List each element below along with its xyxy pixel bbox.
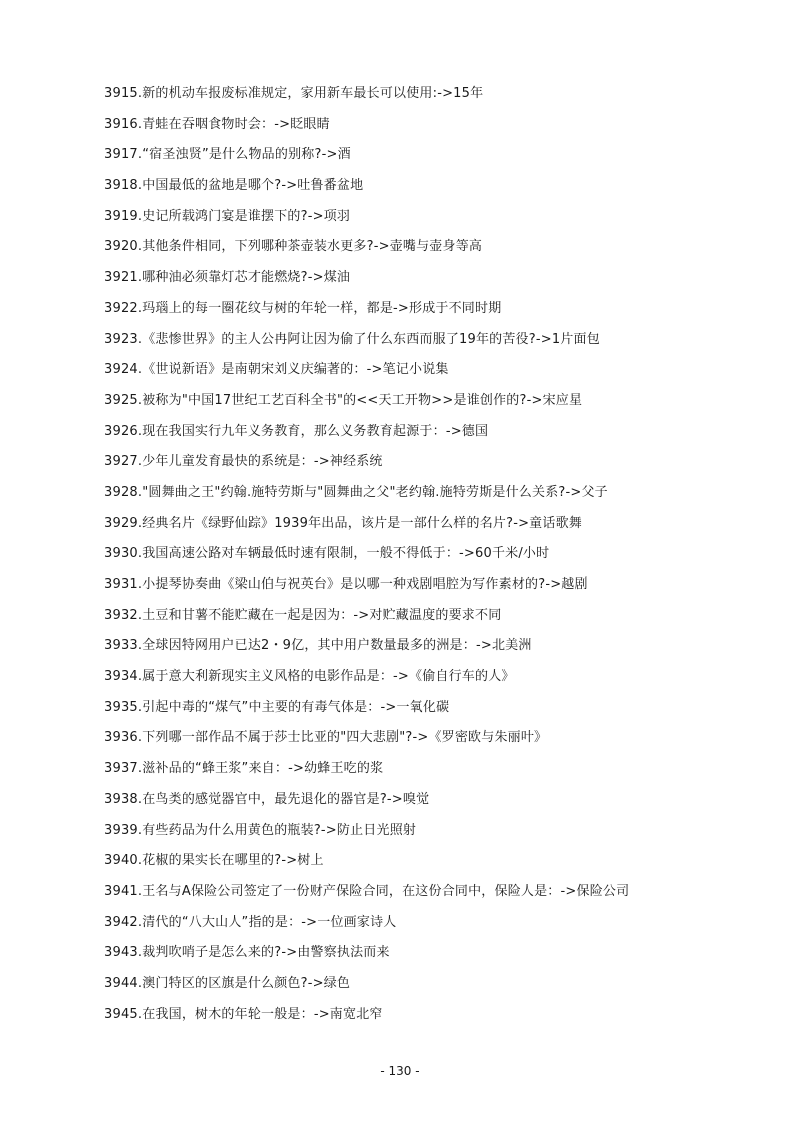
list-item: 3926.现在我国实行九年义务教育，那么义务教育起源于：->德国 xyxy=(104,423,489,439)
list-item: 3925.被称为"中国17世纪工艺百科全书"的<<天工开物>>是谁创作的?->宋应星 xyxy=(104,392,583,408)
list-item: 3938.在鸟类的感觉器官中，最先退化的器官是?->嗅觉 xyxy=(104,791,430,807)
list-item: 3921.哪种油必须靠灯芯才能燃烧?->煤油 xyxy=(104,270,351,286)
list-item: 3918.中国最低的盆地是哪个?->吐鲁番盆地 xyxy=(104,178,364,194)
list-item: 3939.有些药品为什么用黄色的瓶装?->防止日光照射 xyxy=(104,822,417,838)
list-item: 3937.滋补品的“蜂王浆”来自：->幼蜂王吃的浆 xyxy=(104,761,384,777)
list-item: 3935.引起中毒的“煤气”中主要的有毒气体是：->一氧化碳 xyxy=(104,699,450,715)
list-item: 3942.清代的“八大山人”指的是：->一位画家诗人 xyxy=(104,914,397,930)
list-item: 3936.下列哪一部作品不属于莎士比亚的"四大悲剧"?->《罗密欧与朱丽叶》 xyxy=(104,730,548,746)
list-item: 3930.我国高速公路对车辆最低时速有限制，一般不得低于：->60千米/小时 xyxy=(104,546,550,562)
list-item: 3920.其他条件相同，下列哪种茶壶装水更多?->壶嘴与壶身等高 xyxy=(104,239,483,255)
list-item: 3923.《悲惨世界》的主人公冉阿让因为偷了什么东西而服了19年的苦役?->1片面包 xyxy=(104,331,600,347)
list-item: 3931.小提琴协奏曲《梁山伯与祝英台》是以哪一种戏剧唱腔为写作素材的?->越剧 xyxy=(104,577,588,592)
list-item: 3928."圆舞曲之王"约翰.施特劳斯与"圆舞曲之父"老约翰.施特劳斯是什么关系?->父子 xyxy=(104,484,608,500)
list-item: 3943.裁判吹哨子是怎么来的?->由警察执法而来 xyxy=(104,945,390,961)
list-item: 3932.土豆和甘薯不能贮藏在一起是因为：->对贮藏温度的要求不同 xyxy=(104,607,502,623)
list-item: 3929.经典名片《绿野仙踪》1939年出品，该片是一部什么样的名片?->童话歌舞 xyxy=(104,515,582,531)
list-item: 3917.“宿圣浊贤”是什么物品的别称?->酒 xyxy=(104,147,351,163)
list-item: 3933.全球因特网用户已达2・9亿，其中用户数量最多的洲是：->北美洲 xyxy=(104,638,532,654)
list-item: 3944.澳门特区的区旗是什么颜色?->绿色 xyxy=(104,975,351,991)
list-item: 3915.新的机动车报废标准规定，家用新车最长可以使用:->15年 xyxy=(104,86,484,101)
list-item: 3941.王名与A保险公司签定了一份财产保险合同，在这份合同中，保险人是：->保险公司 xyxy=(104,883,630,899)
list-item: 3924.《世说新语》是南朝宋刘义庆编著的：->笔记小说集 xyxy=(104,362,449,378)
list-item: 3922.玛瑙上的每一圈花纹与树的年轮一样，都是->形成于不同时期 xyxy=(104,300,502,316)
list-item: 3916.青蛙在吞咽食物时会：->眨眼睛 xyxy=(104,116,330,132)
list-item: 3927.少年儿童发育最快的系统是：->神经系统 xyxy=(104,454,383,470)
list-item: 3919.史记所载鸿门宴是谁摆下的?->项羽 xyxy=(104,208,351,224)
question-answer-list xyxy=(104,79,744,1030)
page-number: - 130 - xyxy=(380,1064,420,1078)
list-item: 3945.在我国，树木的年轮一般是：->南宽北窄 xyxy=(104,1006,383,1022)
list-item: 3940.花椒的果实长在哪里的?->树上 xyxy=(104,853,324,869)
list-item: 3934.属于意大利新现实主义风格的电影作品是：->《偷自行车的人》 xyxy=(104,669,515,685)
